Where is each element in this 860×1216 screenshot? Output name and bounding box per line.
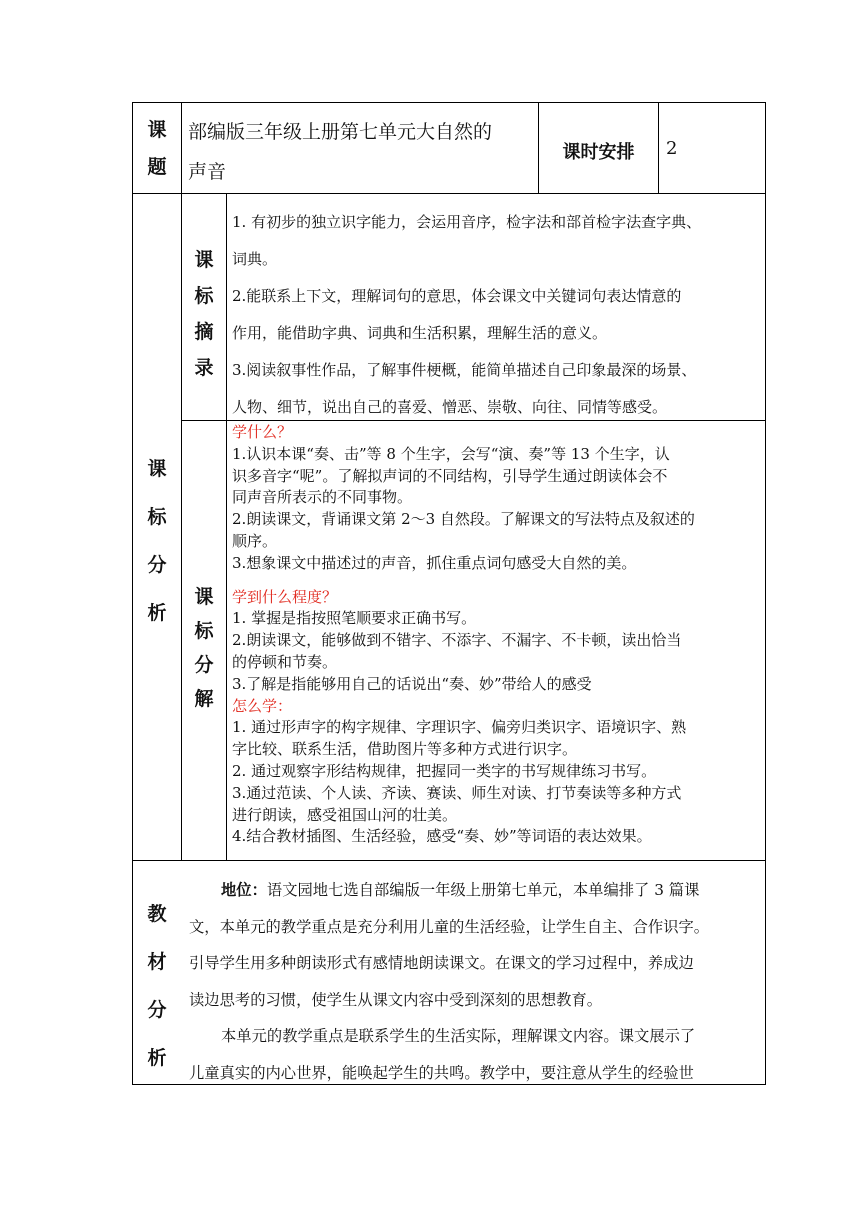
text-line: 1. 掌握是指按照笔顺要求正确书写。 <box>232 609 477 628</box>
table-border <box>132 102 766 103</box>
textbook-analysis-text <box>189 872 709 1092</box>
text-line: 进行朗读，感受祖国山河的壮美。 <box>232 805 458 824</box>
text-line: 2. 通过观察字形结构规律，把握同一类字的书写规律练习书写。 <box>232 761 657 780</box>
text-line: 1.认识本课“奏、击”等 8 个生字，会写“演、奏”等 13 个生字，认 <box>232 444 670 463</box>
label-char: 标 <box>147 506 167 528</box>
label-char: 析 <box>147 602 167 624</box>
text-line: 3.阅读叙事性作品，了解事件梗概，能简单描述自己印象最深的场景、 <box>232 361 697 379</box>
text-line: 儿童真实的内心世界，能唤起学生的共鸣。教学中，要注意从学生的经验世 <box>189 1063 694 1082</box>
text-line: 2.朗读课文，背诵课文第 2～3 自然段。了解课文的写法特点及叙述的 <box>232 510 695 529</box>
label-char: 课 <box>194 249 214 271</box>
standards-breakdown-text <box>232 422 695 848</box>
lesson-title-line: 部编版三年级上册第七单元大自然的 <box>188 121 493 143</box>
text-line: 3.想象课文中描述过的声音，抓住重点词句感受大自然的美。 <box>232 553 637 572</box>
label-char: 课 <box>194 586 214 608</box>
label-char: 解 <box>194 688 214 710</box>
text-line: 4.结合教材插图、生活经验，感受“奏、妙”等词语的表达效果。 <box>232 827 652 846</box>
text-line: 读边思考的习惯，使学生从课文内容中受到深刻的思想教育。 <box>189 990 603 1009</box>
text-line: 本单元的教学重点是联系学生的生活实际，理解课文内容。课文展示了 <box>221 1027 696 1046</box>
text-line: 1. 有初步的独立识字能力，会运用音序，检字法和部首检字法查字典、 <box>232 213 702 231</box>
text-line: 语文园地七选自部编版一年级上册第七单元，本单编排了 3 篇课 <box>266 881 700 899</box>
schedule-value: 2 <box>666 138 678 159</box>
label-char: 教 <box>147 903 167 925</box>
standards-excerpt-text <box>232 204 701 426</box>
text-line: 2.朗读课文，能够做到不错字、不添字、不漏字、不卡顿，读出恰当 <box>232 631 682 650</box>
label-char: 标 <box>194 285 214 307</box>
text-line: 2.能联系上下文，理解词句的意思，体会课文中关键词句表达情意的 <box>232 287 682 305</box>
textbook-analysis-label <box>133 890 181 1082</box>
subject-label-char: 课 <box>147 119 167 141</box>
text-line: 文，本单元的教学重点是充分利用儿童的生活经验，让学生自主、合作识字。 <box>189 917 710 936</box>
text-line: 人物、细节，说出自己的喜爱、憎恶、崇敬、向往、同情等感受。 <box>232 398 668 416</box>
table-border <box>132 860 766 861</box>
text-line: 3.通过范读、个人读、齐读、赛读、师生对读、打节奏读等多种方式 <box>232 783 682 802</box>
label-char: 分 <box>147 554 167 576</box>
text-line: 1. 通过形声字的构字规律、字理识字、偏旁归类识字、语境识字、熟 <box>232 718 687 737</box>
table-border <box>181 102 182 861</box>
position-label: 地位： <box>221 881 267 899</box>
label-char: 析 <box>147 1047 167 1069</box>
subject-label <box>133 112 181 186</box>
lesson-title-line: 声音 <box>188 161 227 183</box>
what-heading: 学什么？ <box>232 423 293 441</box>
standards-analysis-label <box>133 445 181 637</box>
subject-label-char: 题 <box>147 156 167 178</box>
text-line: 作用，能借助字典、词典和生活积累，理解生活的意义。 <box>232 324 608 342</box>
label-char: 分 <box>147 999 167 1021</box>
label-char: 材 <box>147 951 167 973</box>
text-line: 识多音字“呢”。了解拟声词的不同结构，引导学生通过朗读体会不 <box>232 466 668 485</box>
text-line: 词典。 <box>232 250 278 268</box>
label-char: 课 <box>147 458 167 480</box>
schedule-label: 课时安排 <box>562 142 635 163</box>
standards-excerpt-label <box>182 242 226 386</box>
label-char: 摘 <box>194 321 214 343</box>
label-char: 标 <box>194 620 214 642</box>
table-border <box>765 102 766 1085</box>
lesson-title <box>188 112 492 192</box>
table-border <box>132 193 766 194</box>
label-char: 分 <box>194 654 214 676</box>
text-line: 字比较、联系生活，借助图片等多种方式进行识字。 <box>232 740 578 759</box>
standards-breakdown-label <box>182 580 226 716</box>
text-line: 引导学生用多种朗读形式有感情地朗读课文。在课文的学习过程中，养成边 <box>189 954 694 973</box>
text-line: 同声音所表示的不同事物。 <box>232 488 413 507</box>
table-border <box>658 102 659 194</box>
how-heading: 怎么学： <box>232 696 293 715</box>
table-border <box>226 193 227 861</box>
text-line: 顺序。 <box>232 531 278 550</box>
text-line: 3.了解是指能够用自己的话说出“奏、妙”带给人的感受 <box>232 674 592 693</box>
degree-heading: 学到什么程度？ <box>232 587 338 606</box>
text-line: 的停顿和节奏。 <box>232 652 338 671</box>
label-char: 录 <box>194 357 214 379</box>
